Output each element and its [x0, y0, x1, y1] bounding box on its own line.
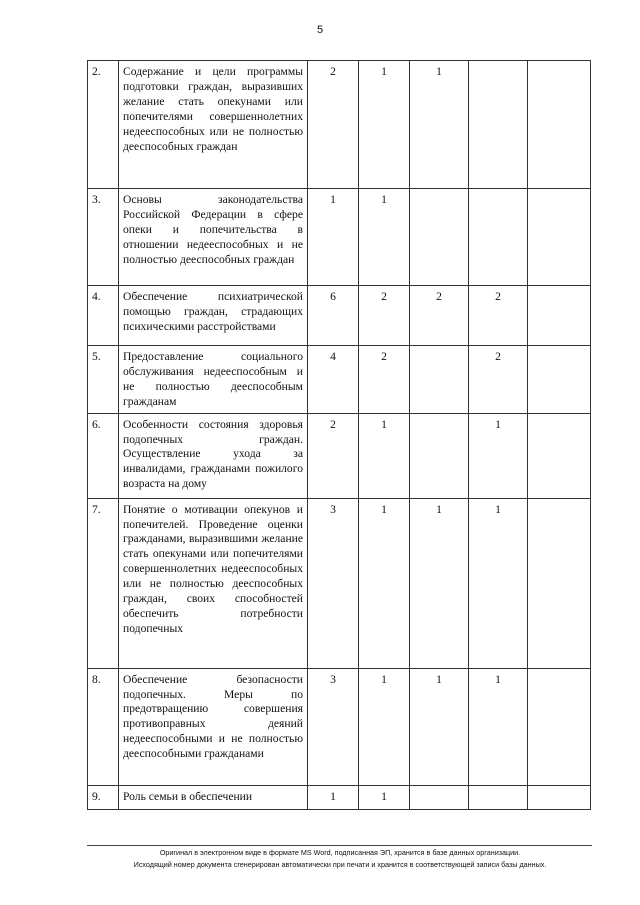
topic-cell: Особенности состояния здоровья подопечных граждан. Осуществление ухода за инвалидами, гражданами пожилого возраста на дому [119, 413, 308, 498]
hours-col4-cell: 1 [469, 498, 528, 668]
topic-cell: Понятие о мотивации опекунов и попечителей. Проведение оценки гражданами, выразившими желание стать опекунами или попечителями совершеннолетних недееспособных или не полностью дееспособных граждан, своих способностей обеспечить потребности подопечных [119, 498, 308, 668]
footer-line-1: Оригинал в электронном виде в формате MS Word, подписанная ЭП, хранится в базе данных организации. [159, 848, 521, 857]
program-table-body [88, 61, 591, 810]
row-number: 3. [88, 189, 119, 286]
hours-col5-cell [528, 413, 591, 498]
page-number: 5 [316, 24, 324, 36]
hours-col3-cell [410, 785, 469, 809]
hours-col5-cell [528, 189, 591, 286]
hours-col2-cell: 1 [359, 61, 410, 189]
topic-cell: Предоставление социального обслуживания недееспособным и не полностью дееспособным гражданам [119, 346, 308, 414]
program-table [87, 60, 591, 810]
hours-col2-cell: 1 [359, 498, 410, 668]
hours-col3-cell [410, 189, 469, 286]
hours-total-cell: 1 [308, 189, 359, 286]
row-number: 8. [88, 668, 119, 785]
row-number: 4. [88, 286, 119, 346]
hours-col2-cell: 2 [359, 346, 410, 414]
hours-col4-cell [469, 61, 528, 189]
topic-cell: Обеспечение психиатрической помощью граждан, страдающих психическими расстройствами [119, 286, 308, 346]
hours-col3-cell [410, 346, 469, 414]
hours-total-cell: 3 [308, 668, 359, 785]
table-row [88, 189, 591, 286]
table-row [88, 498, 591, 668]
hours-col4-cell: 2 [469, 286, 528, 346]
topic-cell: Содержание и цели программы подготовки граждан, выразивших желание стать опекунами или попечителями совершеннолетних недееспособных или не полностью дееспособных граждан [119, 61, 308, 189]
table-row [88, 61, 591, 189]
hours-col5-cell [528, 668, 591, 785]
row-number: 5. [88, 346, 119, 414]
hours-col3-cell: 2 [410, 286, 469, 346]
hours-col2-cell: 2 [359, 286, 410, 346]
hours-total-cell: 2 [308, 413, 359, 498]
topic-cell: Роль семьи в обеспечении [119, 785, 308, 809]
hours-col4-cell [469, 189, 528, 286]
footer-line-2: Исходящий номер документа сгенерирован автоматически при печати и хранится в соответствующей записи базы данных. [133, 860, 547, 869]
hours-col4-cell [469, 785, 528, 809]
hours-col5-cell [528, 346, 591, 414]
hours-col4-cell: 1 [469, 413, 528, 498]
hours-col5-cell [528, 498, 591, 668]
table-row [88, 346, 591, 414]
hours-total-cell: 3 [308, 498, 359, 668]
hours-total-cell: 4 [308, 346, 359, 414]
hours-col5-cell [528, 61, 591, 189]
hours-col4-cell: 1 [469, 668, 528, 785]
hours-col4-cell: 2 [469, 346, 528, 414]
hours-col3-cell: 1 [410, 498, 469, 668]
table-row [88, 668, 591, 785]
hours-total-cell: 1 [308, 785, 359, 809]
hours-col3-cell [410, 413, 469, 498]
topic-cell: Обеспечение безопасности подопечных. Меры по предотвращению совершения противоправных деяний недееспособными и не полностью дееспособными гражданами [119, 668, 308, 785]
table-row [88, 413, 591, 498]
table-row [88, 785, 591, 809]
hours-total-cell: 6 [308, 286, 359, 346]
row-number: 7. [88, 498, 119, 668]
hours-col5-cell [528, 785, 591, 809]
hours-col3-cell: 1 [410, 61, 469, 189]
row-number: 6. [88, 413, 119, 498]
hours-col2-cell: 1 [359, 413, 410, 498]
footer-divider [87, 845, 592, 846]
hours-col3-cell: 1 [410, 668, 469, 785]
hours-total-cell: 2 [308, 61, 359, 189]
topic-cell: Основы законодательства Российской Федерации в сфере опеки и попечительства в отношении недееспособных и не полностью дееспособных граждан [119, 189, 308, 286]
hours-col2-cell: 1 [359, 668, 410, 785]
row-number: 2. [88, 61, 119, 189]
hours-col5-cell [528, 286, 591, 346]
row-number: 9. [88, 785, 119, 809]
hours-col2-cell: 1 [359, 785, 410, 809]
hours-col2-cell: 1 [359, 189, 410, 286]
table-row [88, 286, 591, 346]
